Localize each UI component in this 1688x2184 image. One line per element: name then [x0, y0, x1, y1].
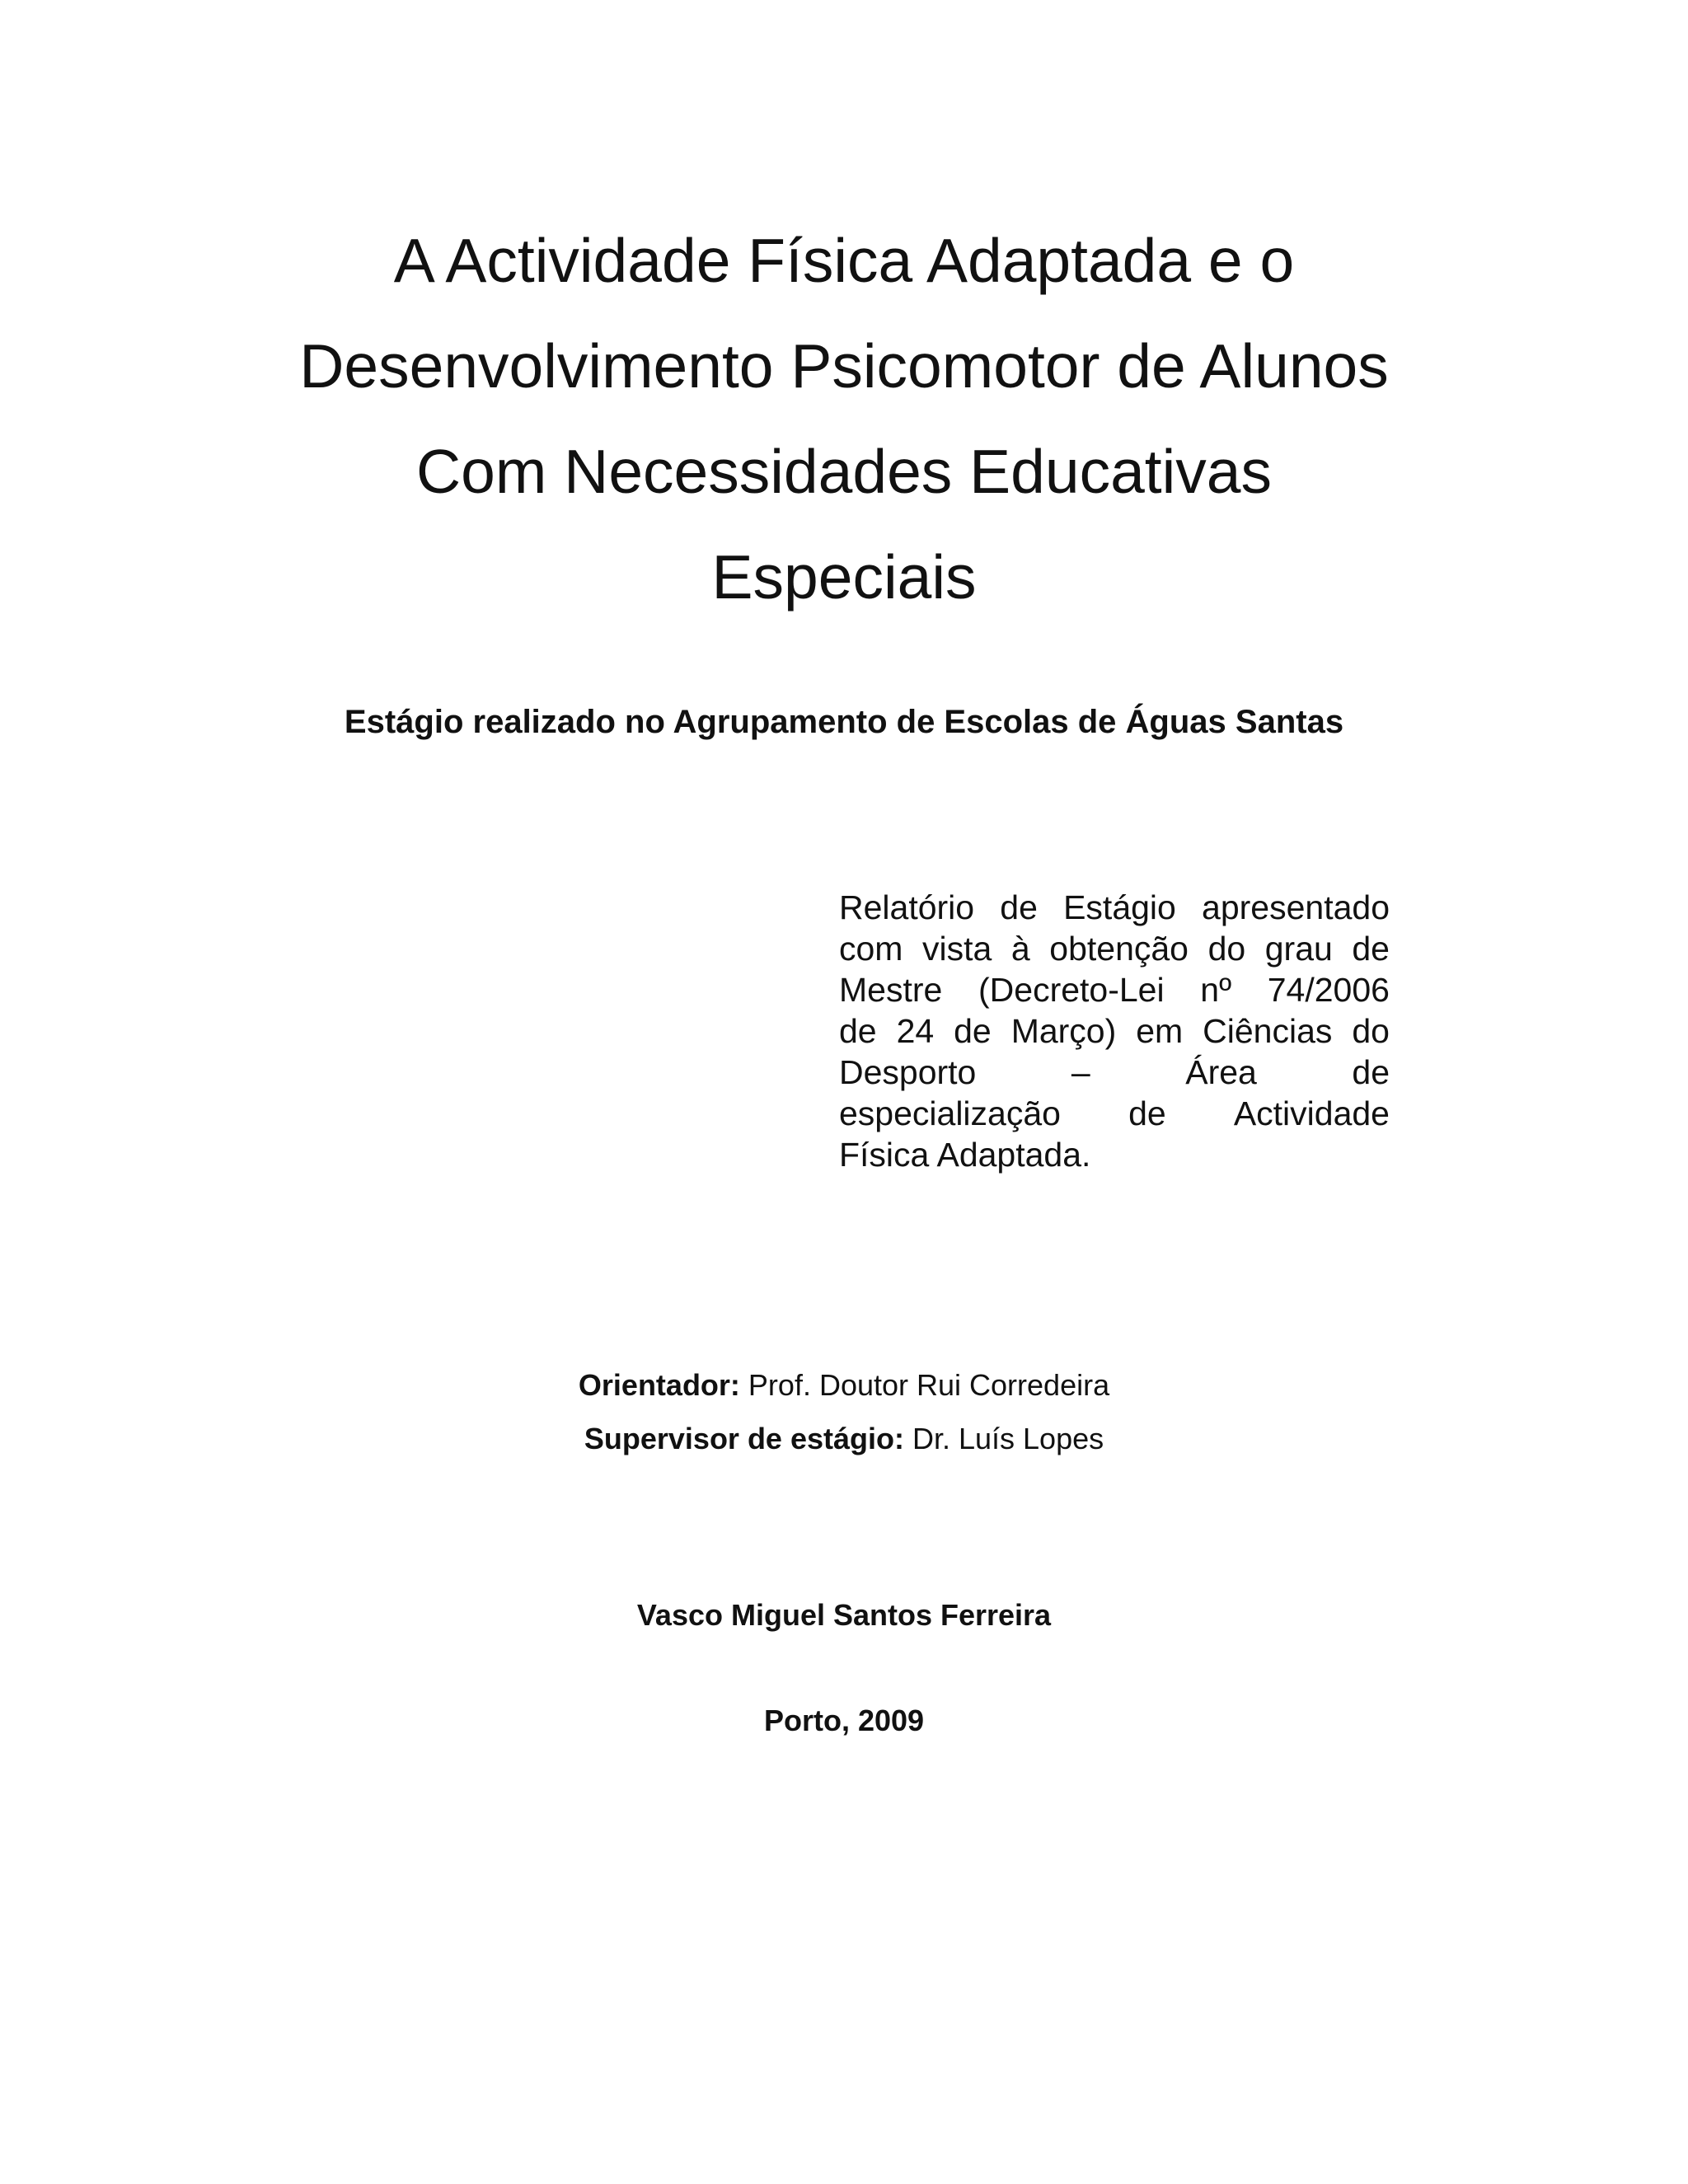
report-word: Relatório — [839, 888, 975, 926]
report-word: de — [1000, 888, 1038, 926]
report-word: de — [1128, 1094, 1166, 1132]
report-word: do — [1352, 1012, 1390, 1050]
report-line — [839, 969, 1390, 1010]
report-description — [839, 887, 1390, 1175]
supervisor-line — [280, 1412, 1408, 1465]
report-word: (Decreto-Lei — [978, 971, 1165, 1009]
report-word: de — [1352, 930, 1390, 968]
title-line: Especiais — [711, 542, 977, 612]
supervisor-value: Dr. Luís Lopes — [903, 1422, 1104, 1455]
report-word: de — [1352, 1053, 1390, 1091]
report-word: Mestre — [839, 971, 943, 1009]
report-line — [839, 1093, 1390, 1134]
report-line — [839, 1052, 1390, 1093]
orientador-label: Orientador: — [578, 1368, 740, 1402]
report-word: apresentado — [1202, 888, 1390, 926]
report-word: 74/2006 — [1267, 971, 1390, 1009]
report-line — [839, 928, 1390, 969]
supervisor-label: Supervisor de estágio: — [584, 1422, 904, 1455]
credits-block — [280, 1358, 1408, 1465]
orientador-line — [280, 1358, 1408, 1412]
report-line — [839, 887, 1390, 928]
report-word: com — [839, 930, 903, 968]
document-subtitle: Estágio realizado no Agrupamento de Escolas de Águas Santas — [344, 704, 1344, 740]
report-word: grau — [1264, 930, 1333, 968]
report-line — [839, 1134, 1390, 1175]
report-word: do — [1207, 930, 1246, 968]
title-line: A Actividade Física Adaptada e o — [393, 226, 1295, 295]
place-date: Porto, 2009 — [763, 1704, 925, 1737]
author-name: Vasco Miguel Santos Ferreira — [636, 1598, 1052, 1632]
report-word: especialização — [839, 1094, 1061, 1132]
report-word: Física Adaptada. — [839, 1136, 1091, 1174]
document-title — [280, 208, 1408, 630]
report-word: Março) — [1010, 1012, 1117, 1050]
report-word: – — [1071, 1053, 1090, 1091]
orientador-value: Prof. Doutor Rui Corredeira — [739, 1368, 1110, 1402]
title-line: Com Necessidades Educativas — [416, 437, 1272, 506]
report-word: Estágio — [1063, 888, 1176, 926]
report-word: de — [839, 1012, 877, 1050]
report-word: obtenção — [1049, 930, 1189, 968]
report-line — [839, 1010, 1390, 1052]
report-word: Área — [1185, 1053, 1257, 1091]
report-word: à — [1010, 930, 1030, 968]
title-line: Desenvolvimento Psicomotor de Alunos — [299, 331, 1389, 401]
report-word: de — [954, 1012, 992, 1050]
report-word: Ciências — [1203, 1012, 1333, 1050]
report-word: Desporto — [839, 1053, 977, 1091]
report-word: em — [1136, 1012, 1184, 1050]
report-word: Actividade — [1233, 1094, 1390, 1132]
report-word: 24 — [896, 1012, 935, 1050]
report-word: vista — [922, 930, 992, 968]
report-word: nº — [1200, 971, 1232, 1009]
